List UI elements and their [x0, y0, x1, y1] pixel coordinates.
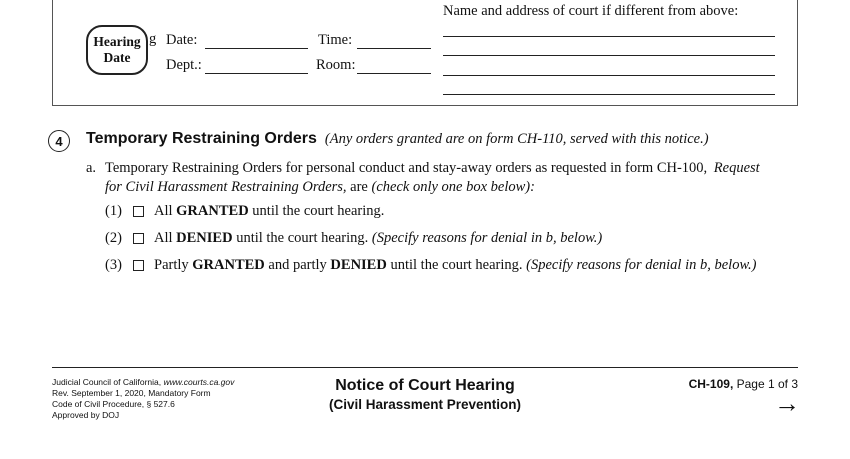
form-title: Notice of Court Hearing — [335, 377, 515, 394]
option-bold: DENIED — [176, 230, 233, 246]
dept-field[interactable] — [205, 73, 308, 74]
item-a-line-2 — [105, 179, 535, 196]
approved-line: Approved by DOJ — [52, 410, 120, 420]
option-text — [154, 203, 384, 220]
footer-left-info — [52, 377, 234, 421]
room-field[interactable] — [357, 73, 431, 74]
court-address-line-1[interactable] — [443, 36, 775, 37]
court-address-line-4[interactable] — [443, 94, 775, 95]
council-name: Judicial Council of California, — [52, 377, 164, 387]
code-line: Code of Civil Procedure, § 527.6 — [52, 399, 175, 409]
all-denied-checkbox[interactable] — [133, 233, 144, 244]
form-subtitle: (Civil Harassment Prevention) — [328, 397, 522, 412]
footer-title-block — [310, 376, 540, 413]
option-post: until the court hearing. — [232, 230, 372, 246]
section-title: Temporary Restraining Orders — [86, 130, 317, 147]
date-field[interactable] — [205, 48, 308, 49]
option-number: (3) — [105, 257, 122, 273]
section-number: 4 — [48, 130, 70, 152]
hearing-date-badge — [86, 25, 148, 75]
option-pre: Partly — [154, 257, 193, 273]
page-number: Page 1 of 3 — [733, 377, 798, 391]
dept-label: Dept.: — [166, 57, 202, 73]
all-granted-checkbox[interactable] — [133, 206, 144, 217]
item-a-marker: a. — [86, 160, 97, 176]
option-bold-2: DENIED — [330, 257, 387, 273]
form-id: CH-109, — [688, 377, 734, 391]
council-line — [52, 377, 234, 388]
item-a-form-ref: Request — [713, 160, 760, 176]
council-website-link[interactable]: www.courts.ca.gov — [163, 377, 235, 387]
option-bold: GRANTED — [176, 203, 249, 219]
option-number: (2) — [105, 230, 122, 246]
badge-line-1: Hearing — [93, 34, 141, 49]
room-label: Room: — [316, 57, 356, 73]
option-pre: All — [154, 203, 177, 219]
item-a-form-name: for Civil Harassment Restraining Orders, — [105, 179, 347, 195]
option-note: (Specify reasons for denial in b, below.) — [526, 257, 757, 273]
date-label: Date: — [166, 32, 198, 48]
section-subtitle: (Any orders granted are on form CH-110, served with this notice.) — [324, 131, 709, 147]
item-a-text: Temporary Restraining Orders for personal conduct and stay-away orders as requested in form CH-100, — [105, 160, 708, 176]
next-page-arrow-icon: → — [774, 388, 800, 418]
cut-off-letter: g — [149, 31, 157, 47]
option-pre: All — [154, 230, 177, 246]
item-a-line-1 — [105, 160, 760, 177]
court-address-label: Name and address of court if different from above: — [443, 3, 739, 19]
item-a-are: are — [346, 179, 372, 195]
option-text — [154, 230, 602, 247]
badge-line-2: Date — [103, 50, 131, 65]
section-heading — [86, 130, 709, 148]
time-label: Time: — [318, 32, 353, 48]
option-text — [154, 257, 757, 274]
item-a-instruction: (check only one box below): — [371, 179, 535, 195]
option-post: until the court hearing. — [248, 203, 385, 219]
revision-line: Rev. September 1, 2020, Mandatory Form — [52, 388, 211, 398]
option-bold: GRANTED — [192, 257, 265, 273]
time-field[interactable] — [357, 48, 431, 49]
partly-granted-checkbox[interactable] — [133, 260, 144, 271]
court-address-line-2[interactable] — [443, 55, 775, 56]
option-post: and partly — [264, 257, 331, 273]
option-number: (1) — [105, 203, 122, 219]
option-post-2: until the court hearing. — [386, 257, 527, 273]
footer-divider — [52, 367, 798, 368]
option-note: (Specify reasons for denial in b, below.) — [371, 230, 603, 246]
court-address-line-3[interactable] — [443, 75, 775, 76]
